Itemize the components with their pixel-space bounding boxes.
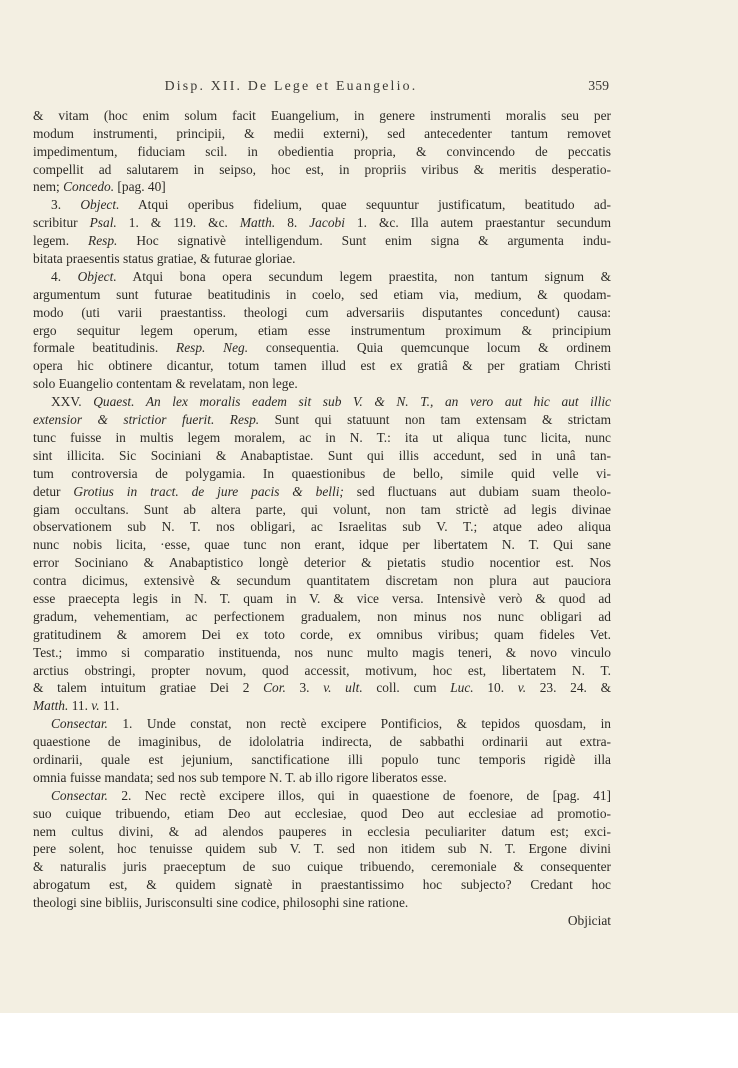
text-line	[33, 626, 611, 644]
text-run: nem cultus divini, & ad alendos pauperes in ecclesia peculiariter datum est; exci-	[33, 823, 611, 839]
italic-run: Concedo.	[63, 179, 115, 195]
text-run: tunc fuisse in multis legem moralem, ac in N. T.: ita ut aliqua tunc licita, nunc	[33, 429, 611, 445]
text-run: gratitudinem & amorem Dei ex toto corde, ex omnibus viribus; quam fideles Vet.	[33, 626, 611, 642]
italic-run: Consectar.	[51, 716, 108, 732]
text-line	[33, 196, 611, 214]
text-run: abrogatum est, & quidem signatè in praestantissimo hoc subjecto? Credant hoc	[33, 877, 611, 893]
text-line	[33, 697, 611, 715]
text-line	[33, 894, 611, 912]
text-run: modo (uti varii praestantiss. theologi cum adversariis disputantes concedunt) causa:	[33, 304, 611, 320]
text-run: argumentum sunt futurae beatitudinis in coelo, sed etiam via, medium, & quodam-	[33, 286, 611, 302]
text-run: error Sociniano & Anabaptistico longè deterior & pietatis studio nocentior est. Nos	[33, 555, 611, 571]
text-line	[33, 536, 611, 554]
italic-run: Resp.	[88, 233, 118, 249]
text-line	[33, 143, 611, 161]
italic-run: Jacobi	[309, 215, 345, 231]
text-run: compellit ad salutarem in seipso, hoc est, in propriis viribus & meritis desperatio-	[33, 161, 611, 177]
text-run: omnia fuisse mandata; sed nos sub tempore N. T. ab illo rigore liberatos esse.	[33, 769, 447, 785]
text-run: & naturalis juris praeceptum de suo cuique tribuendo, ceremoniale & consequenter	[33, 859, 611, 875]
text-run: observationem sub N. T. nos obligari, ac Israelitas sub V. T.; atque adeo aliqua	[33, 519, 611, 535]
text-line	[33, 662, 611, 680]
italic-run: Cor.	[263, 680, 286, 696]
text-run: 23. 24. &	[526, 680, 611, 696]
text-line	[33, 769, 611, 787]
text-line	[33, 107, 611, 125]
italic-run: Consectar.	[51, 787, 108, 803]
text-run: ergo sequitur legem operum, etiam esse instrumentum proximum & principium	[33, 322, 611, 338]
text-line	[33, 304, 611, 322]
text-line	[33, 501, 611, 519]
text-line	[33, 483, 611, 501]
italic-run: extensior & strictior fuerit.	[33, 412, 215, 428]
text-run: pere solent, hoc tenuisse quidem sub V. T. sed non itidem sub N. T. Ergone divini	[33, 841, 611, 857]
text-run: solo Euangelio contentam & revelatam, non lege.	[33, 376, 298, 392]
text-run: Sunt qui statuunt non tam extensam & strictam	[259, 412, 611, 428]
text-run: Test.; immo si comparatio instituenda, nos nunc multo magis teneri, & novo vinculo	[33, 644, 611, 660]
text-line	[33, 429, 611, 447]
text-run: coll. cum	[362, 680, 451, 696]
text-run: & vitam (hoc enim solum facit Euangelium, in genere instrumenti moralis seu per	[33, 107, 611, 123]
italic-run: Matth.	[239, 215, 276, 231]
text-run: consequentia. Quia quemcunque locum & ordinem	[248, 340, 611, 356]
text-run: Hoc signativè intelligendum. Sunt enim signa & argumenta indu-	[117, 233, 611, 249]
text-run: opera hic obtinere dicantur, totum tamen illud est ex gratiâ & per gratiam Christi	[33, 358, 611, 374]
text-run: 3.	[51, 197, 81, 213]
text-run: formale beatitudinis.	[33, 340, 177, 356]
text-run: sint illicita. Sic Sociniani & Anabaptistae. Sunt qui illis accedunt, sed in unâ tan-	[33, 447, 611, 463]
page-number: 359	[588, 78, 609, 93]
text-run: 11.	[68, 698, 92, 714]
text-run: 4.	[51, 268, 78, 284]
text-line	[33, 858, 611, 876]
text-line	[33, 572, 611, 590]
text-line	[33, 250, 611, 268]
text-line	[33, 554, 611, 572]
text-run: Atqui operibus fidelium, quae sequuntur justificatum, beatitudo ad-	[119, 197, 611, 213]
text-line	[33, 787, 611, 805]
text-run	[214, 412, 229, 427]
text-line	[33, 178, 611, 196]
italic-run: Quaest. An lex moralis eadem sit sub V. & N. T., an vero aut hic aut illic	[93, 394, 611, 410]
italic-run: v. ult.	[323, 680, 363, 696]
text-run: 2. Nec rectè excipere illos, qui in quaestione de foenore, de [pag. 41]	[107, 787, 611, 803]
text-run: nem;	[33, 179, 64, 195]
text-run: impedimentum, fiduciam scil. in obedientia propria, & convincendo de peccatis	[33, 143, 611, 159]
text-line	[33, 322, 611, 340]
text-line	[33, 357, 611, 375]
text-run: sed fluctuans aut dubiam suam theolo-	[343, 483, 611, 499]
text-run: esse praecepta legis in N. T. quam in V. & vice versa. Intensivè verò & quod ad	[33, 590, 611, 606]
italic-run: Resp. Neg.	[176, 340, 249, 356]
text-line	[33, 161, 611, 179]
text-run: gradum, vehementiam, ac perfectionem gradualem, non minus nos nunc obligari ad	[33, 608, 611, 624]
text-run: XXV.	[51, 394, 94, 410]
text-run: quaestione de imaginibus, de idololatria indirecta, de sabbathi ordinarii aut extra-	[33, 734, 611, 750]
text-run: tum controversia de polygamia. In quaestionibus de bello, simile quid velle vi-	[33, 465, 611, 481]
text-run: contra dicimus, extensivè & secundum quantitatem discretam non plura aut pauciora	[33, 573, 611, 589]
text-line	[33, 679, 611, 697]
text-line	[33, 840, 611, 858]
text-line	[33, 644, 611, 662]
text-run: theologi sine bibliis, Jurisconsulti sine codice, philosophi sine ratione.	[33, 895, 409, 911]
text-line	[33, 286, 611, 304]
text-line	[33, 339, 611, 357]
running-header	[33, 77, 611, 95]
text-run: 1. Unde constat, non rectè excipere Pontificios, & tepidos quosdam, in	[107, 716, 611, 732]
body-text	[33, 107, 611, 912]
text-run: 10.	[473, 680, 518, 696]
text-run: 1. &c. Illa autem praestantur secundum	[344, 215, 611, 231]
text-line	[33, 232, 611, 250]
text-run: & talem intuitum gratiae Dei 2	[33, 680, 264, 696]
running-title: Disp. XII. De Lege et Euangelio.	[164, 78, 418, 93]
text-run: arctius obstringi, propter novum, quod accessit, motivum, hoc est, libertatem N. T.	[33, 662, 611, 678]
italic-run: v.	[517, 680, 527, 696]
text-run: suo cuique tribuendo, etiam Deo aut ecclesiae, quod Deo aut ecclesiae ad promotio-	[33, 805, 611, 821]
text-run: [pag. 40]	[114, 179, 166, 195]
text-line	[33, 125, 611, 143]
text-line	[33, 876, 611, 894]
text-run: giam occultans. Sunt ab altera parte, qui volunt, non tam strictè ad legis divinae	[33, 501, 611, 517]
text-line	[33, 751, 611, 769]
italic-run: Luc.	[450, 680, 474, 696]
text-run: Atqui bona opera secundum legem praestita, non tantum signum &	[116, 268, 611, 284]
text-block	[33, 77, 611, 930]
text-line	[33, 411, 611, 429]
text-line	[33, 268, 611, 286]
italic-run: v.	[91, 698, 100, 714]
catchword: Objiciat	[567, 912, 611, 928]
text-run: legem.	[33, 233, 89, 249]
text-run: modum instrumenti, principii, & medii externi), sed antecedenter tantum removet	[33, 125, 611, 141]
italic-run: Matth.	[33, 698, 69, 714]
text-run: scribitur	[33, 215, 90, 231]
text-run: 1. & 119. &c.	[116, 215, 240, 231]
text-line	[33, 590, 611, 608]
text-line	[33, 375, 611, 393]
text-line	[33, 608, 611, 626]
text-run: bitata praesentis status gratiae, & futurae gloriae.	[33, 251, 296, 267]
italic-run: Resp.	[229, 412, 260, 428]
text-line	[33, 465, 611, 483]
text-line	[33, 715, 611, 733]
text-line	[33, 214, 611, 232]
italic-run: Object.	[77, 268, 117, 284]
text-run: ordinarii, quale est jejunium, sanctificatione illi populo tunc temporis rigidè illa	[33, 751, 611, 767]
text-line	[33, 733, 611, 751]
italic-run: Grotius in tract. de jure pacis & belli;	[73, 483, 344, 499]
text-run: nunc nobis licita, ·esse, quae tunc non erant, idque per libertatem N. T. Qui sane	[33, 537, 611, 553]
text-run: 3.	[285, 680, 324, 696]
text-line	[33, 447, 611, 465]
text-run: 11.	[99, 698, 120, 714]
italic-run: Object.	[80, 197, 120, 213]
italic-run: Psal.	[89, 215, 117, 231]
text-run: detur	[33, 483, 74, 499]
text-line	[33, 823, 611, 841]
text-line	[33, 393, 611, 411]
text-line	[33, 518, 611, 536]
text-run: 8.	[275, 215, 310, 231]
text-line	[33, 805, 611, 823]
